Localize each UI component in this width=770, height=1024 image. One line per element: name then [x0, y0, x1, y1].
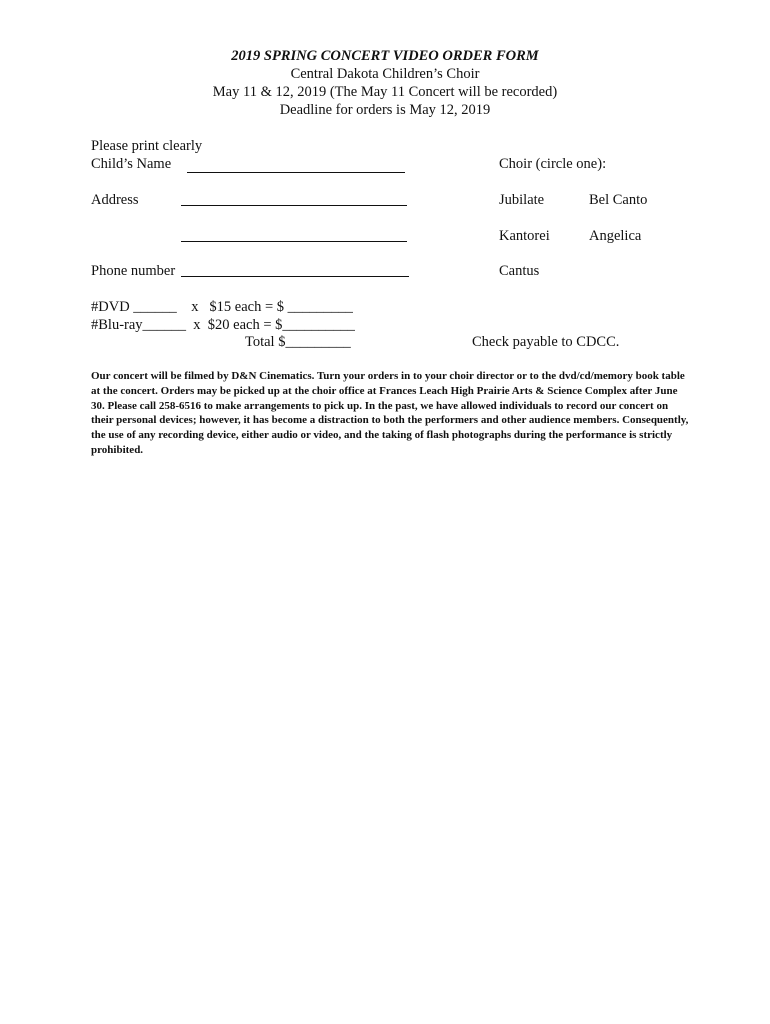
- child-name-label: Child’s Name: [91, 156, 172, 172]
- phone-field[interactable]: [181, 276, 409, 277]
- bluray-order-line[interactable]: #Blu-ray______ x $20 each = $__________: [91, 317, 355, 333]
- choir-option-angelica[interactable]: Angelica: [589, 228, 642, 244]
- choir-option-kantorei[interactable]: Kantorei: [499, 228, 550, 244]
- print-instruction: Please print clearly: [91, 138, 203, 154]
- choir-label: Choir (circle one):: [499, 156, 607, 172]
- phone-label: Phone number: [91, 263, 176, 279]
- address-field-line-2[interactable]: [181, 241, 407, 242]
- organization-name: Central Dakota Children’s Choir: [290, 66, 480, 82]
- choir-option-bel-canto[interactable]: Bel Canto: [589, 192, 648, 208]
- dvd-order-line[interactable]: #DVD ______ x $15 each = $ _________: [91, 299, 353, 315]
- check-payable-note: Check payable to CDCC.: [472, 334, 620, 350]
- choir-option-cantus[interactable]: Cantus: [499, 263, 540, 279]
- concert-dates: May 11 & 12, 2019 (The May 11 Concert will be recorded): [212, 84, 558, 100]
- address-field-line-1[interactable]: [181, 205, 407, 206]
- form-title: 2019 SPRING CONCERT VIDEO ORDER FORM: [231, 48, 539, 64]
- choir-option-jubilate[interactable]: Jubilate: [499, 192, 545, 208]
- address-label: Address: [91, 192, 139, 208]
- total-line[interactable]: Total $_________: [245, 334, 351, 350]
- notice-paragraph: Our concert will be filmed by D&N Cinematics. Turn your orders in to your choir director or to the dvd/cd/memory book table at the concert. Orders may be picked up at the choir office at Frances Leach High Prairie Arts & Science Complex after June 30. Please call 258-6516 to make arrangements to pick up. In the past, we have allowed individuals to record our concert on their personal devices; however, it has become a distraction to both the performers and other audience members. Consequently, the use of any recording device, either audio or video, and the taking of flash photographs during the performance is strictly prohibited.: [91, 370, 689, 456]
- child-name-field[interactable]: [187, 172, 405, 173]
- order-deadline: Deadline for orders is May 12, 2019: [279, 102, 491, 118]
